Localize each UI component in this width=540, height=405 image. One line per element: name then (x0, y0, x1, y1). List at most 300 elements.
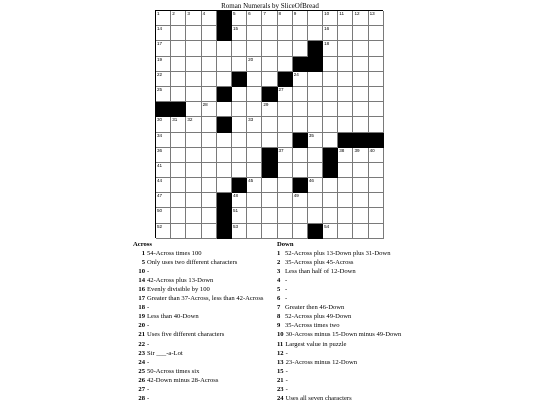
grid-cell[interactable] (186, 133, 201, 148)
clue-number: 16 (138, 286, 145, 294)
grid-cell[interactable] (247, 102, 262, 117)
grid-cell[interactable] (247, 193, 262, 208)
grid-cell[interactable] (338, 102, 353, 117)
clue-text: - (147, 385, 150, 393)
grid-cell[interactable] (247, 87, 262, 102)
clue-text: Less than half of 12-Down (285, 268, 356, 276)
grid-cell[interactable] (323, 224, 338, 239)
cell-number: 52 (157, 223, 163, 229)
clue-number: 1 (277, 250, 281, 258)
grid-cell[interactable] (338, 117, 353, 132)
grid-cell[interactable] (278, 57, 293, 72)
black-square (293, 178, 308, 193)
grid-cell[interactable] (369, 148, 384, 163)
grid-cell[interactable] (156, 26, 171, 41)
clue-number: 8 (277, 313, 281, 321)
grid-cell[interactable] (247, 57, 262, 72)
grid-cell[interactable] (323, 133, 338, 148)
across-clue[interactable] (133, 303, 273, 312)
grid-cell[interactable] (247, 148, 262, 163)
down-clue[interactable] (277, 385, 437, 394)
grid-cell[interactable] (247, 26, 262, 41)
grid-cell[interactable] (353, 102, 368, 117)
grid-cell[interactable] (171, 26, 186, 41)
grid-cell[interactable] (308, 163, 323, 178)
cell-number: 6 (248, 11, 251, 16)
grid-cell[interactable] (353, 117, 368, 132)
grid-cell[interactable] (171, 178, 186, 193)
grid-cell[interactable] (353, 57, 368, 72)
down-clue[interactable] (277, 249, 437, 258)
grid-cell[interactable] (323, 72, 338, 87)
grid-cell[interactable] (156, 133, 171, 148)
grid-cell[interactable] (338, 11, 353, 26)
grid-cell[interactable] (171, 41, 186, 56)
grid-cell[interactable] (186, 163, 201, 178)
cell-number: 16 (324, 26, 330, 32)
grid-cell[interactable] (353, 72, 368, 87)
grid-cell[interactable] (353, 208, 368, 223)
clue-text: - (285, 385, 288, 393)
grid-cell[interactable] (156, 178, 171, 193)
down-clue[interactable] (277, 285, 437, 294)
grid-cell[interactable] (353, 193, 368, 208)
clue-number: 22 (138, 340, 145, 348)
clue-text: Sir ___-a-Lot (147, 349, 183, 357)
grid-cell[interactable] (293, 117, 308, 132)
clue-text: 52-Across plus 49-Down (285, 313, 352, 321)
across-clue[interactable] (133, 394, 273, 403)
grid-cell[interactable] (171, 224, 186, 239)
grid-cell[interactable] (278, 11, 293, 26)
grid-cell[interactable] (293, 148, 308, 163)
down-clue[interactable] (277, 294, 437, 303)
grid-cell[interactable] (202, 26, 217, 41)
grid-cell[interactable] (232, 224, 247, 239)
grid-cell[interactable] (262, 72, 277, 87)
cell-number: 4 (202, 11, 206, 16)
clue-number: 25 (138, 367, 145, 375)
grid-cell[interactable] (338, 163, 353, 178)
grid-cell[interactable] (308, 72, 323, 87)
grid-cell[interactable] (232, 193, 247, 208)
grid-cell[interactable] (353, 163, 368, 178)
grid-cell[interactable] (338, 178, 353, 193)
down-clue[interactable] (277, 367, 437, 376)
clue-text: 35-Across times two (285, 322, 340, 330)
grid-cell[interactable] (323, 117, 338, 132)
grid-cell[interactable] (338, 26, 353, 41)
grid-cell[interactable] (353, 178, 368, 193)
grid-cell[interactable] (338, 208, 353, 223)
cell-number: 11 (339, 11, 345, 16)
grid-cell[interactable] (278, 208, 293, 223)
clue-number: 18 (138, 304, 145, 312)
clue-number: 21 (277, 376, 284, 384)
grid-cell[interactable] (338, 148, 353, 163)
across-clue[interactable] (133, 340, 273, 349)
grid-cell[interactable] (308, 208, 323, 223)
grid-cell[interactable] (369, 57, 384, 72)
grid-cell[interactable] (369, 102, 384, 117)
grid-cell[interactable] (186, 11, 201, 26)
grid-cell[interactable] (308, 117, 323, 132)
grid-cell[interactable] (217, 148, 232, 163)
cell-number: 28 (202, 102, 208, 108)
grid-cell[interactable] (156, 117, 171, 132)
grid-cell[interactable] (171, 208, 186, 223)
down-clue[interactable] (277, 349, 437, 358)
grid-cell[interactable] (369, 87, 384, 102)
down-clue[interactable] (277, 303, 437, 312)
grid-cell[interactable] (323, 193, 338, 208)
grid-cell[interactable] (308, 133, 323, 148)
clue-text: Uses five different characters (147, 331, 225, 339)
clue-number: 23 (138, 349, 145, 357)
grid-cell[interactable] (323, 102, 338, 117)
grid-cell[interactable] (202, 57, 217, 72)
grid-cell[interactable] (232, 41, 247, 56)
grid-cell[interactable] (202, 224, 217, 239)
grid-cell[interactable] (353, 224, 368, 239)
across-clue[interactable] (133, 294, 273, 303)
grid-cell[interactable] (308, 26, 323, 41)
grid-cell[interactable] (293, 41, 308, 56)
grid-cell[interactable] (308, 148, 323, 163)
cell-number: 44 (157, 178, 163, 184)
grid-cell[interactable] (232, 11, 247, 26)
grid-cell[interactable] (293, 11, 308, 26)
clue-number: 15 (277, 367, 284, 375)
cell-number: 15 (232, 26, 239, 32)
grid-cell[interactable] (156, 11, 171, 26)
grid-cell[interactable] (293, 26, 308, 41)
grid-cell[interactable] (156, 87, 171, 102)
grid-cell[interactable] (262, 26, 277, 41)
grid-cell[interactable] (323, 87, 338, 102)
cell-number: 48 (232, 193, 239, 199)
grid-cell[interactable] (293, 193, 308, 208)
black-square (308, 41, 323, 56)
grid-cell[interactable] (338, 72, 353, 87)
grid-cell[interactable] (369, 224, 384, 239)
grid-cell[interactable] (202, 208, 217, 223)
grid-cell[interactable] (202, 87, 217, 102)
grid-cell[interactable] (156, 148, 171, 163)
cell-number: 36 (157, 147, 163, 153)
grid-cell[interactable] (338, 193, 353, 208)
grid-cell[interactable] (171, 193, 186, 208)
clue-text: 50-Across times six (147, 367, 200, 375)
grid-cell[interactable] (247, 208, 262, 223)
clue-number: 5 (277, 286, 281, 294)
down-clue[interactable] (277, 258, 437, 267)
grid-cell[interactable] (369, 163, 384, 178)
grid-cell[interactable] (278, 148, 293, 163)
grid-cell[interactable] (217, 163, 232, 178)
down-clue[interactable] (277, 376, 437, 385)
grid-cell[interactable] (278, 178, 293, 193)
grid-cell[interactable] (262, 117, 277, 132)
grid-cell[interactable] (308, 87, 323, 102)
grid-cell[interactable] (232, 133, 247, 148)
down-clue[interactable] (277, 394, 437, 403)
cell-number: 22 (157, 71, 163, 77)
grid-cell[interactable] (186, 26, 201, 41)
grid-cell[interactable] (293, 208, 308, 223)
grid-cell[interactable] (278, 163, 293, 178)
grid-cell[interactable] (278, 224, 293, 239)
grid-cell[interactable] (202, 193, 217, 208)
grid-cell[interactable] (308, 11, 323, 26)
grid-cell[interactable] (202, 133, 217, 148)
grid-cell[interactable] (232, 26, 247, 41)
across-clue[interactable] (133, 267, 273, 276)
grid-cell[interactable] (186, 208, 201, 223)
grid-cell[interactable] (353, 87, 368, 102)
grid-cell[interactable] (186, 72, 201, 87)
grid-cell[interactable] (338, 87, 353, 102)
down-clue[interactable] (277, 276, 437, 285)
grid-cell[interactable] (247, 72, 262, 87)
grid-cell[interactable] (338, 57, 353, 72)
grid-cell[interactable] (278, 41, 293, 56)
clue-number: 10 (277, 331, 284, 339)
across-clue[interactable] (133, 367, 273, 376)
clue-text: - (147, 394, 150, 402)
grid-cell[interactable] (278, 87, 293, 102)
grid-cell[interactable] (262, 57, 277, 72)
black-square (171, 102, 186, 117)
grid-cell[interactable] (262, 11, 277, 26)
grid-cell[interactable] (217, 41, 232, 56)
clue-number: 3 (277, 268, 281, 276)
grid-cell[interactable] (323, 208, 338, 223)
grid-cell[interactable] (217, 178, 232, 193)
clue-text: Evenly divisible by 100 (147, 286, 210, 294)
grid-cell[interactable] (156, 41, 171, 56)
clue-number: 4 (277, 277, 281, 285)
grid-cell[interactable] (171, 11, 186, 26)
grid-cell[interactable] (278, 193, 293, 208)
grid-cell[interactable] (156, 208, 171, 223)
down-clue[interactable] (277, 321, 437, 330)
clue-number: 26 (138, 376, 145, 384)
cell-number: 50 (157, 208, 163, 214)
cell-number: 20 (248, 56, 254, 62)
grid-cell[interactable] (247, 41, 262, 56)
grid-cell[interactable] (186, 102, 201, 117)
grid-cell[interactable] (262, 193, 277, 208)
grid-cell[interactable] (202, 163, 217, 178)
grid-cell[interactable] (171, 117, 186, 132)
black-square (156, 102, 171, 117)
grid-cell[interactable] (217, 133, 232, 148)
cell-number: 46 (308, 178, 314, 184)
grid-cell[interactable] (293, 87, 308, 102)
down-clue[interactable] (277, 340, 437, 349)
cell-number: 37 (278, 147, 284, 153)
grid-cell[interactable] (293, 163, 308, 178)
grid-cell[interactable] (278, 102, 293, 117)
grid-cell[interactable] (171, 57, 186, 72)
grid-cell[interactable] (278, 133, 293, 148)
grid-cell[interactable] (171, 133, 186, 148)
grid-cell[interactable] (156, 57, 171, 72)
clue-text: - (147, 358, 150, 366)
grid-cell[interactable] (186, 193, 201, 208)
cell-number: 10 (324, 11, 330, 16)
grid-cell[interactable] (338, 224, 353, 239)
cell-number: 51 (232, 208, 239, 214)
across-clue[interactable] (133, 385, 273, 394)
grid-cell[interactable] (262, 178, 277, 193)
grid-cell[interactable] (247, 224, 262, 239)
grid-cell[interactable] (156, 193, 171, 208)
grid-cell[interactable] (247, 163, 262, 178)
black-square (338, 133, 353, 148)
grid-cell[interactable] (353, 26, 368, 41)
across-clue[interactable] (133, 330, 273, 339)
grid-cell[interactable] (186, 57, 201, 72)
clue-number: 10 (138, 268, 145, 276)
grid-cell[interactable] (323, 57, 338, 72)
grid-cell[interactable] (171, 87, 186, 102)
grid-cell[interactable] (232, 102, 247, 117)
grid-cell[interactable] (202, 178, 217, 193)
grid-cell[interactable] (232, 117, 247, 132)
grid-cell[interactable] (323, 26, 338, 41)
grid-cell[interactable] (156, 224, 171, 239)
across-clue[interactable] (133, 285, 273, 294)
grid-cell[interactable] (308, 102, 323, 117)
grid-cell[interactable] (308, 193, 323, 208)
clue-text: 35-Across plus 45-Across (285, 259, 354, 267)
down-heading: Down (277, 241, 294, 248)
grid-cell[interactable] (369, 208, 384, 223)
down-clue[interactable] (277, 358, 437, 367)
grid-cell[interactable] (293, 72, 308, 87)
grid-cell[interactable] (293, 224, 308, 239)
down-clue[interactable] (277, 330, 437, 339)
down-clue[interactable] (277, 312, 437, 321)
grid-cell[interactable] (369, 41, 384, 56)
grid-cell[interactable] (262, 208, 277, 223)
grid-cell[interactable] (262, 133, 277, 148)
grid-cell[interactable] (232, 163, 247, 178)
grid-cell[interactable] (262, 224, 277, 239)
cell-number: 47 (157, 193, 163, 199)
cell-number: 54 (324, 223, 330, 229)
cell-number: 24 (293, 71, 299, 77)
grid-cell[interactable] (171, 72, 186, 87)
grid-cell[interactable] (338, 41, 353, 56)
grid-cell[interactable] (262, 102, 277, 117)
grid-cell[interactable] (186, 117, 201, 132)
across-clue-list (133, 249, 273, 403)
grid-cell[interactable] (369, 72, 384, 87)
crossword-grid[interactable] (155, 10, 383, 238)
cell-number: 1 (157, 11, 160, 16)
across-clue[interactable] (133, 312, 273, 321)
across-clue[interactable] (133, 258, 273, 267)
grid-cell[interactable] (186, 224, 201, 239)
grid-cell[interactable] (217, 57, 232, 72)
grid-cell[interactable] (186, 178, 201, 193)
grid-cell[interactable] (202, 41, 217, 56)
grid-cell[interactable] (186, 87, 201, 102)
cell-number: 33 (248, 117, 254, 123)
grid-cell[interactable] (202, 72, 217, 87)
grid-cell[interactable] (217, 72, 232, 87)
grid-cell[interactable] (232, 87, 247, 102)
grid-cell[interactable] (156, 72, 171, 87)
clue-text: 54-Across times 100 (147, 250, 202, 258)
grid-cell[interactable] (202, 148, 217, 163)
grid-cell[interactable] (232, 148, 247, 163)
across-clue[interactable] (133, 249, 273, 258)
across-clue[interactable] (133, 358, 273, 367)
grid-cell[interactable] (186, 41, 201, 56)
grid-cell[interactable] (353, 11, 368, 26)
cell-number: 8 (278, 11, 282, 16)
grid-cell[interactable] (232, 57, 247, 72)
grid-cell[interactable] (247, 178, 262, 193)
cell-number: 27 (278, 86, 284, 92)
grid-cell[interactable] (353, 148, 368, 163)
grid-cell[interactable] (217, 102, 232, 117)
clue-text: - (147, 268, 150, 276)
cell-number: 45 (248, 178, 254, 184)
grid-cell[interactable] (232, 208, 247, 223)
grid-cell[interactable] (369, 117, 384, 132)
grid-cell[interactable] (171, 148, 186, 163)
grid-cell[interactable] (247, 11, 262, 26)
clue-number: 9 (277, 322, 281, 330)
grid-cell[interactable] (202, 11, 217, 26)
cell-number: 38 (339, 147, 345, 153)
across-clue[interactable] (133, 321, 273, 330)
grid-cell[interactable] (202, 117, 217, 132)
grid-cell[interactable] (369, 11, 384, 26)
grid-cell[interactable] (186, 148, 201, 163)
grid-cell[interactable] (278, 117, 293, 132)
grid-cell[interactable] (323, 41, 338, 56)
grid-cell[interactable] (247, 117, 262, 132)
grid-cell[interactable] (353, 41, 368, 56)
grid-cell[interactable] (323, 11, 338, 26)
grid-cell[interactable] (278, 26, 293, 41)
grid-cell[interactable] (202, 102, 217, 117)
cell-number: 41 (157, 162, 163, 168)
across-clue[interactable] (133, 376, 273, 385)
clue-number: 23 (277, 385, 284, 393)
grid-cell[interactable] (156, 163, 171, 178)
down-clue[interactable] (277, 267, 437, 276)
grid-cell[interactable] (171, 163, 186, 178)
grid-cell[interactable] (293, 102, 308, 117)
grid-cell[interactable] (369, 193, 384, 208)
grid-cell[interactable] (262, 41, 277, 56)
grid-cell[interactable] (323, 178, 338, 193)
grid-cell[interactable] (247, 133, 262, 148)
grid-cell[interactable] (369, 26, 384, 41)
across-clue[interactable] (133, 349, 273, 358)
across-clue[interactable] (133, 276, 273, 285)
clue-number: 13 (277, 358, 284, 366)
grid-cell[interactable] (369, 178, 384, 193)
grid-cell[interactable] (308, 178, 323, 193)
